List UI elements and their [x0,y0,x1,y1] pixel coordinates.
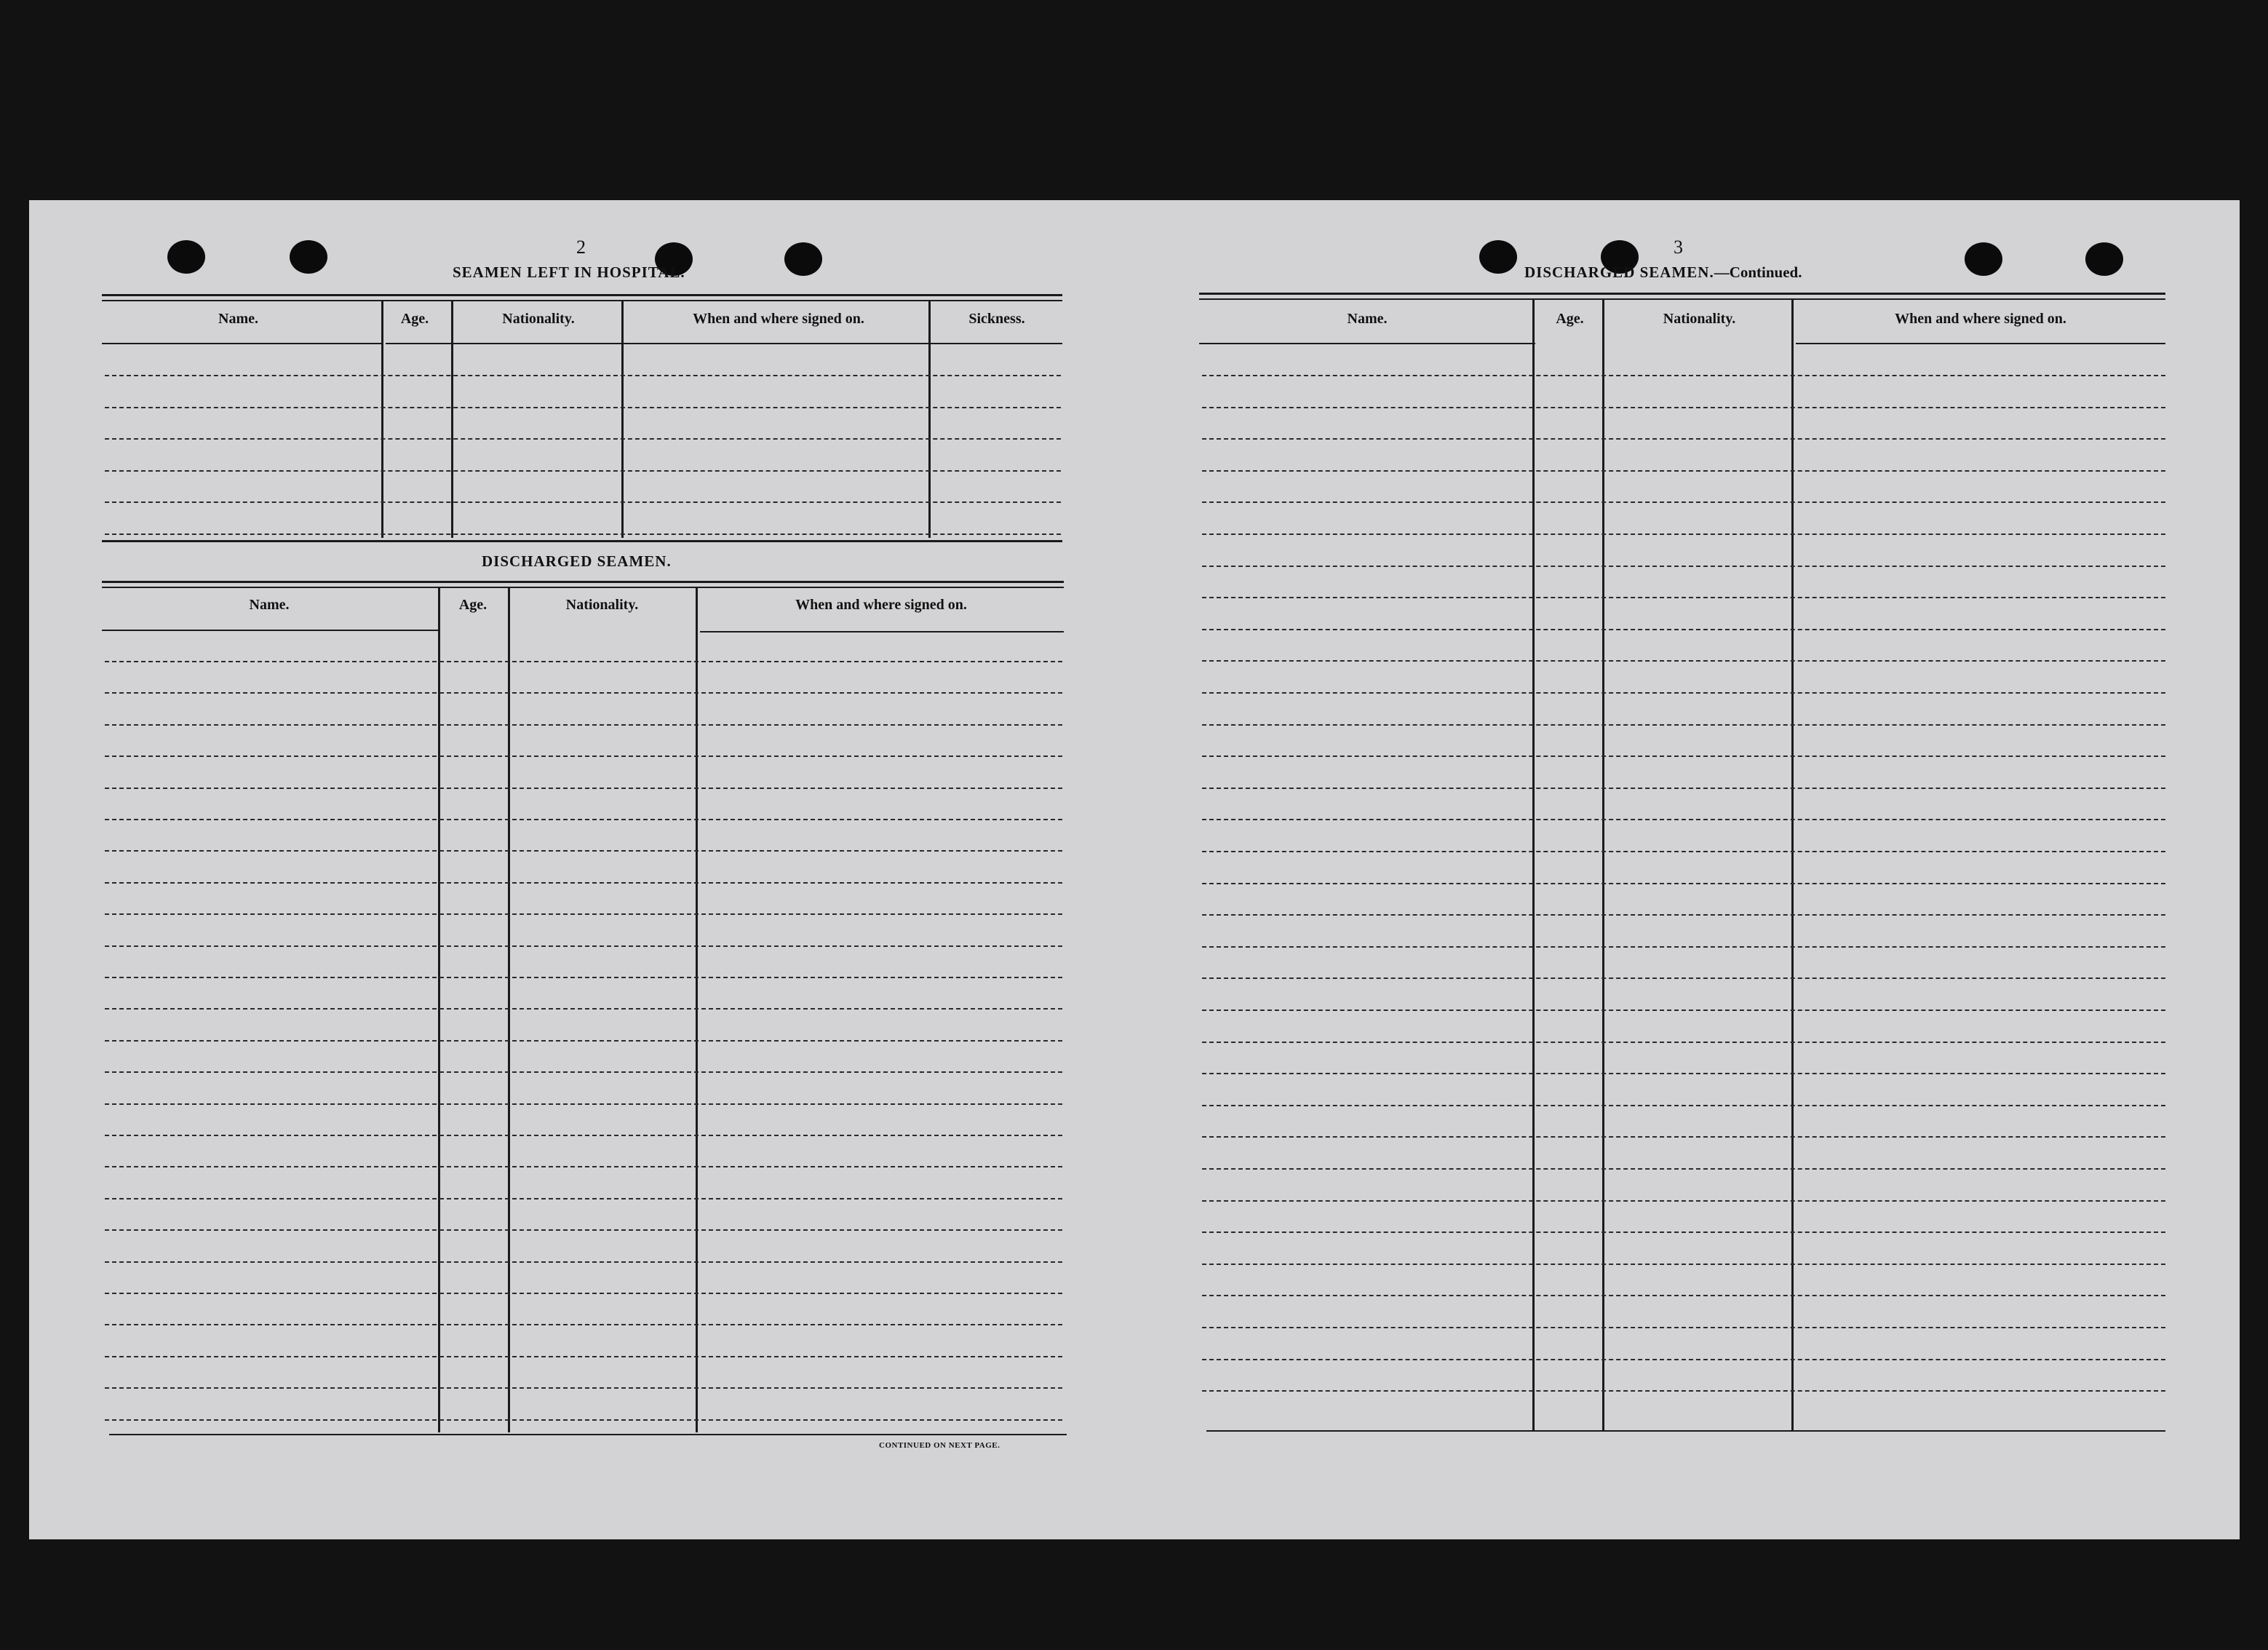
ruled-line [105,1071,1062,1073]
ruled-line [105,945,1062,947]
ruled-line [105,1419,1062,1421]
column-header-nationality: Nationality. [502,311,575,327]
discharged-continued-title [1524,263,1802,282]
ruled-line [1202,1295,2165,1296]
punch-hole [1479,240,1517,274]
ruled-line [105,724,1062,726]
ruled-line [1202,819,2165,820]
ruled-line [1202,1010,2165,1011]
ruled-line [105,1103,1062,1105]
ruled-line [1202,1073,2165,1074]
ruled-line [105,1229,1062,1231]
ruled-line [105,501,1061,503]
ruled-line [105,1324,1062,1325]
ruled-line [105,788,1062,789]
ruled-line [105,692,1062,694]
discharged-section-title: DISCHARGED SEAMEN. [482,552,672,570]
ruled-line [1202,438,2165,440]
ruled-line [105,1293,1062,1294]
ruled-line [105,1040,1062,1042]
ruled-line [105,1166,1062,1167]
ledger-sheet [29,200,2240,1539]
ruled-line [105,913,1062,915]
ruled-line [1202,977,2165,979]
ruled-line [105,1135,1062,1136]
ruled-line [105,755,1062,757]
ruled-line [1202,1264,2165,1265]
ruled-line [1202,1327,2165,1328]
punch-hole [1965,242,2002,276]
punch-hole [784,242,822,276]
ruled-line [1202,1042,2165,1043]
ruled-line [1202,597,2165,598]
ruled-line [1202,692,2165,694]
ruled-line [105,1356,1062,1357]
column-header-signed-on: When and where signed on. [1895,311,2066,327]
ruled-line [1202,851,2165,852]
ruled-line [1202,755,2165,757]
ruled-line [105,407,1061,408]
ruled-line [1202,724,2165,726]
ruled-line [1202,534,2165,535]
punch-hole [290,240,327,274]
ruled-line [105,1387,1062,1389]
page-number: 3 [1674,237,1683,258]
column-header-age: Age. [458,597,488,613]
column-header-nationality: Nationality. [565,597,639,613]
ruled-line [1202,788,2165,789]
ruled-line [1202,1168,2165,1170]
column-header-name: Name. [1347,311,1388,327]
ruled-line [105,882,1062,884]
ruled-line [1202,470,2165,472]
column-header-sickness: Sickness. [968,311,1025,327]
ruled-line [1202,1231,2165,1233]
ruled-line [1202,1359,2165,1360]
ruled-line [105,819,1062,820]
column-header-age: Age. [1556,311,1584,327]
ruled-line [105,977,1062,978]
ruled-line [1202,883,2165,884]
ruled-line [105,661,1062,662]
ruled-line [105,1261,1062,1263]
ruled-line [105,534,1061,535]
continued-note: CONTINUED ON NEXT PAGE. [879,1441,1000,1450]
ruled-line [105,850,1062,852]
ruled-line [105,375,1061,376]
ruled-line [1202,501,2165,503]
column-header-name: Name. [218,311,258,327]
column-header-signed-on: When and where signed on. [795,597,967,613]
column-header-nationality: Nationality. [1663,311,1736,327]
ruled-line [1202,375,2165,376]
ruled-line [105,470,1061,472]
ruled-line [1202,1136,2165,1138]
ruled-line [1202,1390,2165,1392]
ruled-line [1202,1200,2165,1202]
ruled-line [1202,566,2165,567]
ruled-line [105,1008,1062,1010]
ruled-line [1202,660,2165,662]
page-number: 2 [576,237,586,258]
column-header-name: Name. [249,597,290,613]
ruled-line [1202,407,2165,408]
ruled-line [1202,946,2165,948]
column-header-signed-on: When and where signed on. [693,311,864,327]
ruled-line [1202,629,2165,630]
title-main: DISCHARGED SEAMEN. [1524,263,1714,281]
ruled-line [105,1198,1062,1199]
ruled-line [105,438,1061,440]
title-continued: —Continued. [1714,263,1802,281]
hospital-section-title: SEAMEN LEFT IN HOSPITAL. [453,263,685,281]
column-header-age: Age. [400,311,429,327]
punch-hole [167,240,205,274]
ruled-line [1202,914,2165,916]
ruled-line [1202,1105,2165,1106]
punch-hole [2085,242,2123,276]
